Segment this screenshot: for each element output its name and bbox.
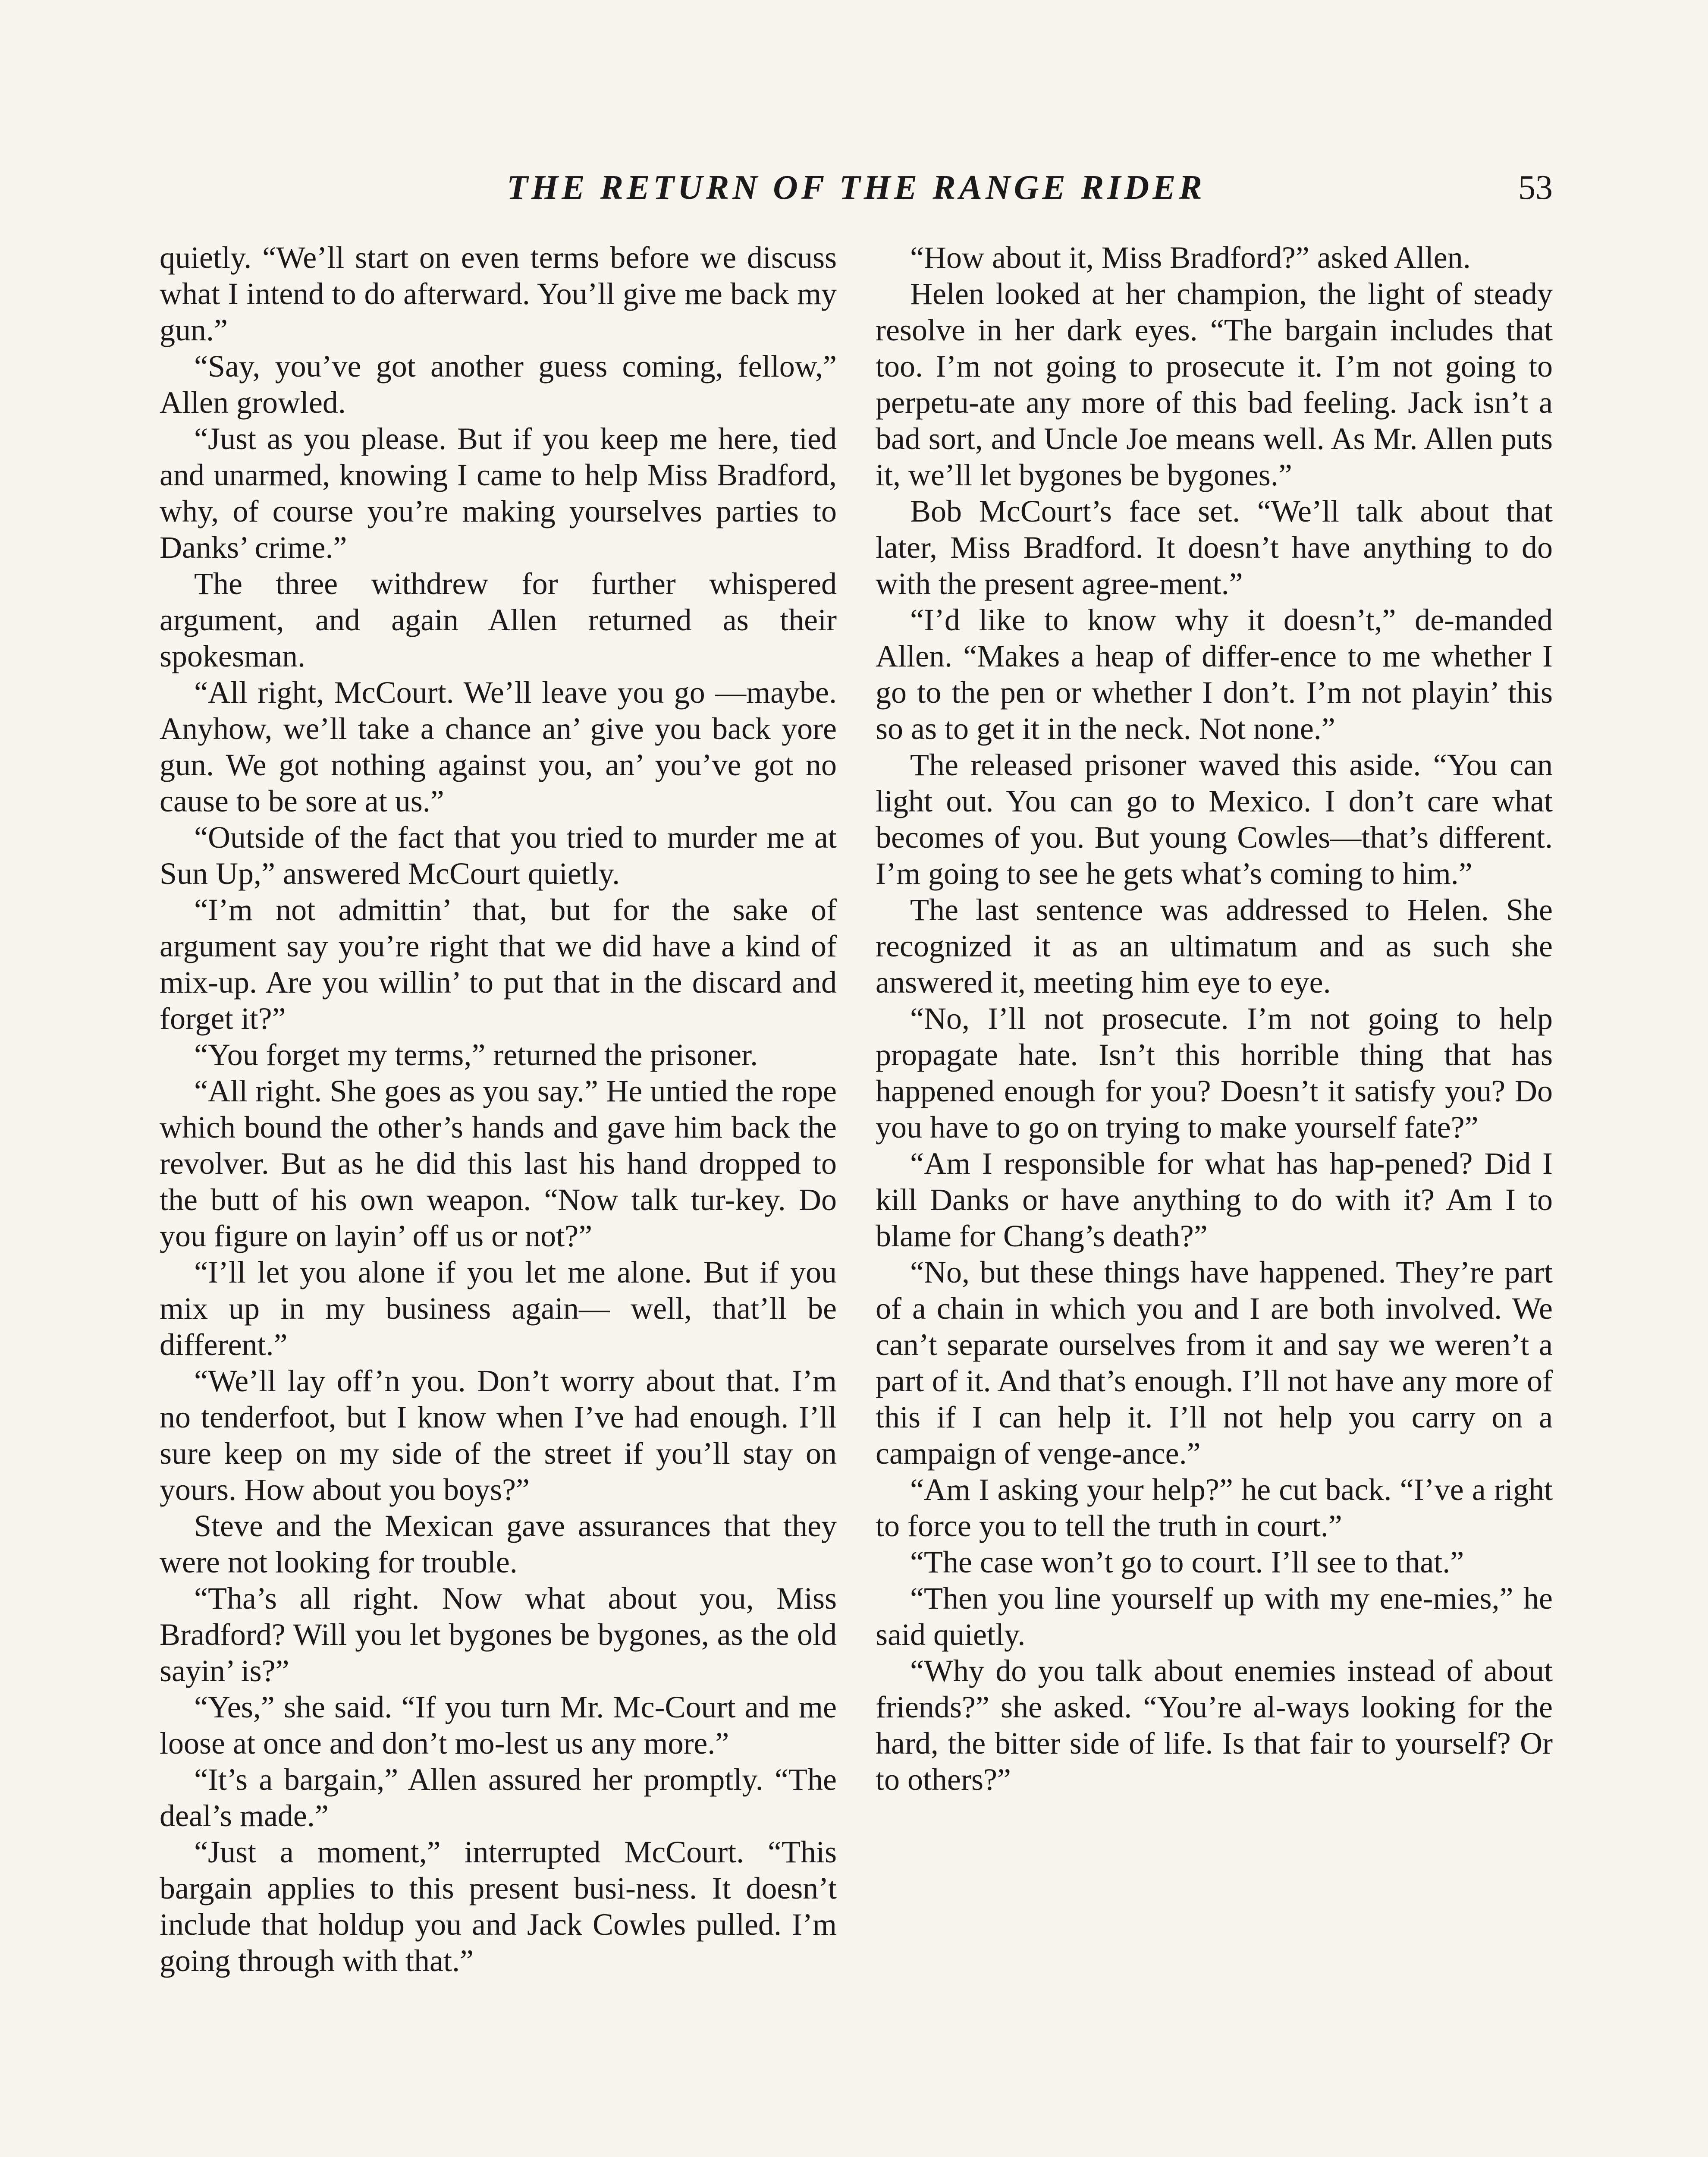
- paragraph: “You forget my terms,” returned the prisoner.: [194, 1038, 758, 1072]
- paragraph: The last sentence was addressed to Helen. She recognized it as an ultimatum and as such she answered it, meeting him eye to eye.: [876, 893, 1553, 1000]
- left-column: [160, 239, 837, 1979]
- paragraph: “I’d like to know why it doesn’t,” de-manded Allen. “Makes a heap of differ-ence to me whether I go to the pen or whether I don’t. I’m not playin’ this so as to get it in the neck. Not none.”: [876, 603, 1553, 746]
- paragraph: Steve and the Mexican gave assurances that they were not looking for trouble.: [160, 1509, 837, 1579]
- paragraph: Helen looked at her champion, the light of steady resolve in her dark eyes. “The bargain includes that too. I’m not going to prosecute it. I’m not going to perpetu-ate any more of this bad feeling. Jack isn’t a bad sort, and Uncle Joe means well. As Mr. Allen puts it, we’ll let bygones be bygones.”: [876, 277, 1553, 492]
- paragraph: “I’m not admittin’ that, but for the sake of argument say you’re right that we did have a kind of mix-up. Are you willin’ to put that in the discard and forget it?”: [160, 893, 837, 1036]
- paragraph: “Then you line yourself up with my ene-mies,” he said quietly.: [876, 1581, 1553, 1652]
- paragraph: “Say, you’ve got another guess coming, fellow,” Allen growled.: [160, 349, 837, 420]
- paragraph: “No, but these things have happened. They’re part of a chain in which you and I are both involved. We can’t separate ourselves from it and say we weren’t a part of it. And that’s enough. I’ll not have any more of this if I can help it. I’ll not help you carry on a campaign of venge-ance.”: [876, 1255, 1553, 1471]
- right-column: [876, 239, 1553, 1798]
- paragraph: “Yes,” she said. “If you turn Mr. Mc-Court and me loose at once and don’t mo-lest us any more.”: [160, 1690, 837, 1761]
- paragraph: “Tha’s all right. Now what about you, Miss Bradford? Will you let bygones be bygones, as the old sayin’ is?”: [160, 1581, 837, 1688]
- paragraph: “We’ll lay off’n you. Don’t worry about that. I’m no tenderfoot, but I know when I’ve had enough. I’ll sure keep on my side of the street if you’ll stay on yours. How about you boys?”: [160, 1364, 837, 1507]
- paragraph: “Just as you please. But if you keep me here, tied and unarmed, knowing I came to help Miss Bradford, why, of course you’re making yourselves parties to Danks’ crime.”: [160, 421, 837, 565]
- running-head: [160, 160, 1553, 216]
- running-title: THE RETURN OF THE RANGE RIDER: [507, 169, 1206, 207]
- paragraph: “Outside of the fact that you tried to murder me at Sun Up,” answered McCourt quietly.: [160, 820, 837, 891]
- paragraph: “It’s a bargain,” Allen assured her promptly. “The deal’s made.”: [160, 1762, 837, 1833]
- paragraph: “Why do you talk about enemies instead of about friends?” she asked. “You’re al-ways looking for the hard, the bitter side of life. Is that fair to yourself? Or to others?”: [876, 1654, 1553, 1797]
- paragraph: “I’ll let you alone if you let me alone. But if you mix up in my business again— well, that’ll be different.”: [160, 1255, 837, 1362]
- paragraph: Bob McCourt’s face set. “We’ll talk about that later, Miss Bradford. It doesn’t have anything to do with the present agree-ment.”: [876, 494, 1553, 601]
- paragraph: “Am I responsible for what has hap-pened? Did I kill Danks or have anything to do with it? Am I to blame for Chang’s death?”: [876, 1146, 1553, 1253]
- paragraph: “All right, McCourt. We’ll leave you go —maybe. Anyhow, we’ll take a chance an’ give you back yore gun. We got nothing against you, an’ you’ve got no cause to be sore at us.”: [160, 675, 837, 818]
- paragraph: The released prisoner waved this aside. “You can light out. You can go to Mexico. I don’t care what becomes of you. But young Cowles—that’s different. I’m going to see he gets what’s coming to him.”: [876, 748, 1553, 891]
- paragraph: The three withdrew for further whispered argument, and again Allen returned as their spokesman.: [160, 566, 837, 673]
- paragraph: “No, I’ll not prosecute. I’m not going to help propagate hate. Isn’t this horrible thing that has happened enough for you? Doesn’t it satisfy you? Do you have to go on trying to make yourself fate?”: [876, 1001, 1553, 1145]
- paragraph: “The case won’t go to court. I’ll see to that.”: [910, 1545, 1464, 1579]
- paragraph: “Am I asking your help?” he cut back. “I’ve a right to force you to tell the truth in court.”: [876, 1472, 1553, 1543]
- paragraph: “How about it, Miss Bradford?” asked Allen.: [910, 240, 1471, 275]
- paragraph: “Just a moment,” interrupted McCourt. “This bargain applies to this present busi-ness. It doesn’t include that holdup you and Jack Cowles pulled. I’m going through with that.”: [160, 1835, 837, 1978]
- paragraph: quietly. “We’ll start on even terms before we discuss what I intend to do afterward. You’ll give me back my gun.”: [160, 240, 837, 347]
- paragraph: “All right. She goes as you say.” He untied the rope which bound the other’s hands and gave him back the revolver. But as he did this last his hand dropped to the butt of his own weapon. “Now talk tur-key. Do you figure on layin’ off us or not?”: [160, 1074, 837, 1253]
- page-number: 53: [1518, 169, 1553, 207]
